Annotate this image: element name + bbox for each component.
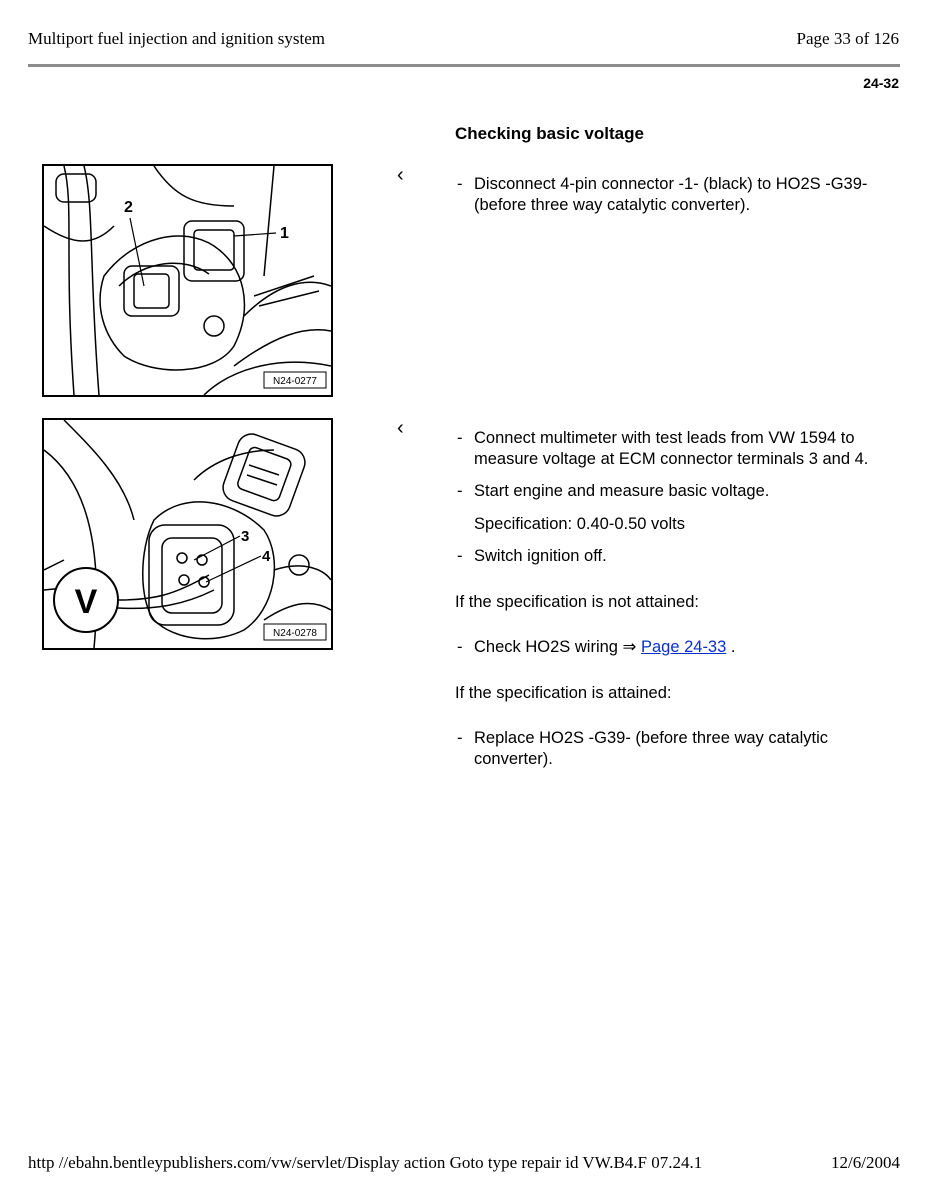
multimeter-drawing xyxy=(44,420,331,648)
list-item xyxy=(455,481,885,502)
step-text: Replace HO2S -G39- (before three way catalytic converter). xyxy=(474,729,828,768)
bullet-dash: - xyxy=(457,729,463,747)
connector-drawing xyxy=(44,166,331,395)
footer-url: http //ebahn.bentleypublishers.com/vw/servlet/Display action Goto type repair id VW.B4.F 07.24.1 xyxy=(28,1153,703,1172)
bullet-dash: - xyxy=(457,547,463,565)
section-heading: Checking basic voltage xyxy=(455,124,644,143)
bullet-dash: - xyxy=(457,638,463,656)
callout-4: 4 xyxy=(262,548,271,565)
list-item xyxy=(455,728,885,769)
figure-multimeter-illustration xyxy=(42,418,333,650)
step-text: Switch ignition off. xyxy=(474,547,607,565)
step-text: Connect multimeter with test leads from VW 1594 to measure voltage at ECM connector terminals 3 and 4. xyxy=(474,429,869,468)
list-item xyxy=(455,428,885,469)
step-text-suffix: . xyxy=(726,638,736,656)
step-text: Check HO2S wiring ⇒ xyxy=(474,638,641,656)
figure-code: N24-0278 xyxy=(273,628,317,639)
section-page-number: 24-32 xyxy=(863,75,899,91)
callout-2: 2 xyxy=(124,199,133,216)
specification-text: Specification: 0.40-0.50 volts xyxy=(474,514,685,533)
page-footer xyxy=(28,1153,900,1173)
figure-connector-illustration xyxy=(42,164,333,397)
list-item xyxy=(455,174,885,215)
bullet-dash: - xyxy=(457,482,463,500)
footer-date: 12/6/2004 xyxy=(831,1153,900,1172)
steps-block-1 xyxy=(455,174,885,215)
header-rule xyxy=(28,64,900,67)
figure-pointer-icon: ‹ xyxy=(397,417,404,439)
figure-code: N24-0277 xyxy=(273,376,317,387)
multimeter-symbol: V xyxy=(74,583,98,621)
bullet-dash: - xyxy=(457,175,463,193)
page-indicator: Page 33 of 126 xyxy=(796,29,899,48)
callout-3: 3 xyxy=(241,528,250,545)
step-text: Disconnect 4-pin connector -1- (black) to HO2S -G39- (before three way catalytic converter). xyxy=(474,175,868,214)
condition-attained: If the specification is attained: xyxy=(455,683,672,702)
page-24-33-link[interactable]: Page 24-33 xyxy=(640,638,727,656)
list-item xyxy=(455,546,885,567)
callout-1: 1 xyxy=(280,225,289,242)
step-text: Start engine and measure basic voltage. xyxy=(474,482,770,500)
figure-pointer-icon: ‹ xyxy=(397,164,404,186)
condition-not-attained: If the specification is not attained: xyxy=(455,592,699,611)
bullet-dash: - xyxy=(457,429,463,447)
document-title: Multiport fuel injection and ignition system xyxy=(28,29,325,48)
steps-block-2 xyxy=(455,428,885,769)
list-item xyxy=(455,637,885,658)
